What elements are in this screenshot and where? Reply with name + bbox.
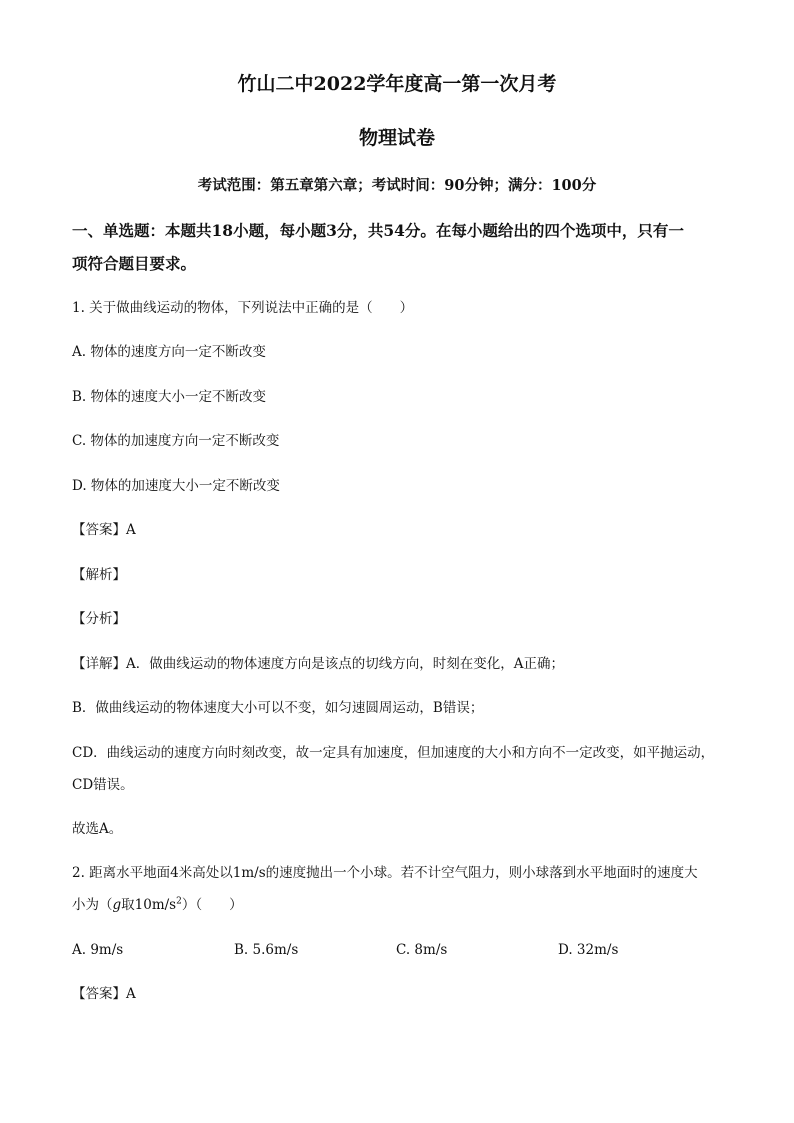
exam-title: 竹山二中2022学年度高一第一次月考 bbox=[237, 73, 557, 95]
answer-value: A bbox=[126, 522, 136, 538]
question-1-detail-line1 bbox=[72, 655, 564, 673]
question-1-detail-line3b: CD错误。 bbox=[72, 777, 134, 793]
q2-superscript: 2 bbox=[176, 896, 182, 907]
question-1-detail-line2: B．做曲线运动的物体速度大小可以不变，如匀速圆周运动，B错误； bbox=[72, 700, 484, 716]
question-2-option-d: D. 32m/s bbox=[558, 942, 619, 958]
q2-g-symbol: g bbox=[112, 897, 122, 913]
answer-value: A bbox=[126, 986, 136, 1002]
exam-info: 考试范围：第五章第六章；考试时间：90分钟；满分：100分 bbox=[197, 177, 597, 194]
question-2-option-a: A. 9m/s bbox=[72, 942, 124, 958]
fenxi-tag: 【分析】 bbox=[72, 611, 126, 627]
question-1-stem: 1. 关于做曲线运动的物体，下列说法中正确的是（ ） bbox=[72, 300, 414, 316]
q2-stem-part: 取10m/s bbox=[121, 897, 177, 913]
question-1-conclusion: 故选A。 bbox=[72, 821, 123, 837]
question-1-detail-line3a: CD．曲线运动的速度方向时刻改变，故一定具有加速度，但加速度的大小和方向不一定改变，如平抛运动， bbox=[72, 745, 715, 761]
analysis-tag: 【解析】 bbox=[72, 567, 126, 583]
question-2-option-b: B. 5.6m/s bbox=[234, 942, 299, 958]
section-heading-line1: 一、单选题：本题共18小题，每小题3分，共54分。在每小题给出的四个选项中，只有一 bbox=[72, 221, 684, 240]
q2-stem-part: 小为（ bbox=[72, 897, 113, 913]
section-heading-line2: 项符合题目要求。 bbox=[72, 254, 197, 273]
answer-tag: 【答案】 bbox=[72, 986, 126, 1002]
detail-text-1: A．做曲线运动的物体速度方向是该点的切线方向，时刻在变化，A正确； bbox=[126, 656, 564, 672]
question-1-option-d: D. 物体的加速度大小一定不断改变 bbox=[72, 478, 280, 494]
q2-stem-part: ）（ ） bbox=[181, 897, 243, 913]
answer-tag: 【答案】 bbox=[72, 522, 126, 538]
question-2-stem-line1: 2. 距离水平地面4米高处以1m/s的速度抛出一个小球。若不计空气阻力，则小球落到水平地面时的速度大 bbox=[72, 865, 698, 881]
question-1-answer bbox=[72, 521, 136, 539]
question-1-option-b: B. 物体的速度大小一定不断改变 bbox=[72, 389, 267, 405]
question-2-answer bbox=[72, 985, 136, 1003]
question-2-option-c: C. 8m/s bbox=[396, 942, 448, 958]
exam-subtitle: 物理试卷 bbox=[358, 127, 435, 149]
question-1-option-c: C. 物体的加速度方向一定不断改变 bbox=[72, 433, 280, 449]
detail-tag: 【详解】 bbox=[72, 656, 126, 672]
question-1-option-a: A. 物体的速度方向一定不断改变 bbox=[72, 344, 266, 360]
question-2-stem-line2 bbox=[72, 896, 243, 914]
